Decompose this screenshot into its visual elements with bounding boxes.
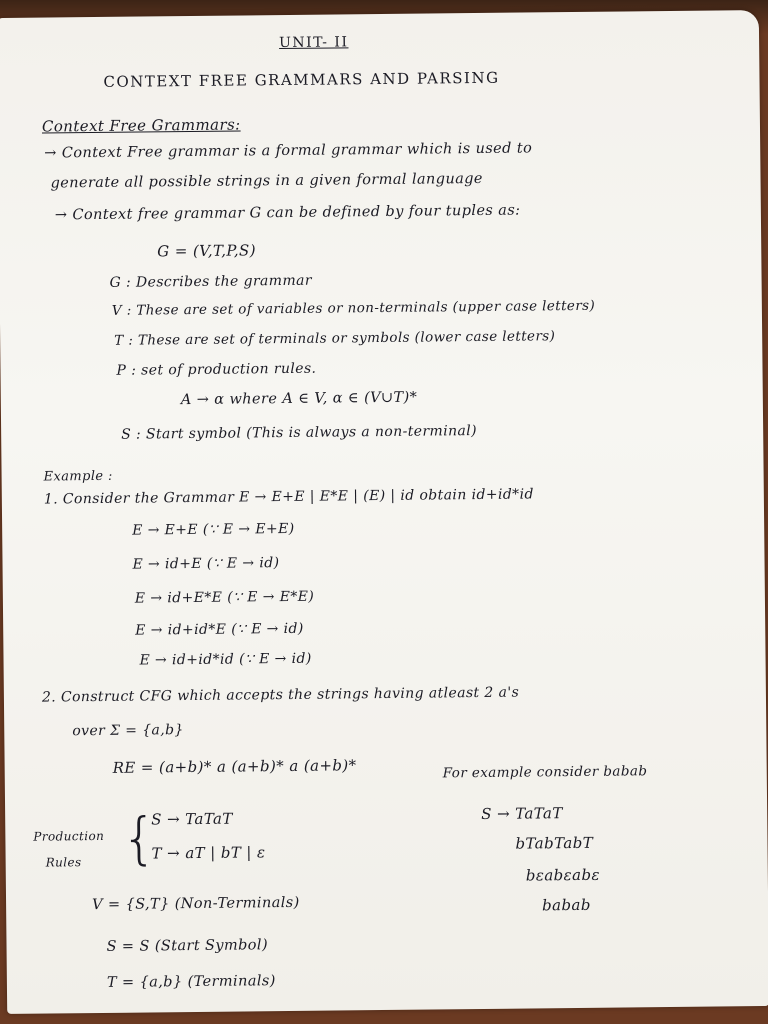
- derivation-step-2: E → id+E (∵ E → id): [132, 555, 280, 573]
- start-symbol-set: S = S (Start Symbol): [106, 937, 269, 955]
- derivation-step-5: E → id+id*id (∵ E → id): [139, 650, 312, 669]
- example-label: Example :: [43, 468, 113, 485]
- example-1-statement: 1. Consider the Grammar E → E+E | E*E | (E) | id obtain id+id*id: [43, 486, 534, 508]
- tuple-g: G : Describes the grammar: [109, 272, 313, 291]
- terminals-set: T = {a,b} (Terminals): [106, 973, 276, 991]
- example-note: For example consider babab: [442, 763, 648, 782]
- definition-line-1: → Context Free grammar is a formal grammar which is used to: [44, 140, 533, 162]
- production-rule-1: S → TaTaT: [151, 809, 233, 829]
- production-rules-label-2: Rules: [45, 855, 82, 870]
- variables-set: V = {S,T} (Non-Terminals): [92, 894, 300, 914]
- definition-line-2: generate all possible strings in a given formal language: [50, 170, 483, 192]
- unit-heading: UNIT- II: [278, 34, 349, 52]
- tuple-p: P : set of production rules.: [116, 360, 317, 379]
- production-rules-label: Production: [33, 828, 105, 844]
- section-heading: Context Free Grammars:: [41, 115, 241, 136]
- string-derivation-1: S → TaTaT: [481, 804, 563, 823]
- grammar-tuple: G = (V,T,P,S): [157, 241, 256, 261]
- definition-line-3: → Context free grammar G can be defined by four tuples as:: [54, 202, 521, 224]
- tuple-t: T : These are set of terminals or symbols (lower case letters): [114, 328, 556, 349]
- string-derivation-2: bTabTabT: [515, 833, 594, 853]
- tuple-v: V : These are set of variables or non-terminals (upper case letters): [111, 297, 596, 319]
- example-2-statement: 2. Construct CFG which accepts the strings having atleast 2 a's: [41, 684, 520, 706]
- string-derivation-3: bεabεabε: [525, 865, 600, 885]
- tuple-s: S : Start symbol (This is always a non-terminal): [121, 423, 478, 443]
- string-derivation-4: babab: [542, 895, 591, 915]
- production-rule-2: T → aT | bT | ε: [151, 843, 266, 863]
- derivation-step-4: E → id+id*E (∵ E → id): [135, 620, 304, 639]
- brace-symbol: {: [121, 806, 158, 872]
- production-form: A → α where A ∈ V, α ∈ (V∪T)*: [180, 389, 418, 409]
- derivation-step-3: E → id+E*E (∵ E → E*E): [134, 588, 315, 607]
- page-title: CONTEXT FREE GRAMMARS AND PARSING: [103, 68, 500, 91]
- derivation-step-1: E → E+E (∵ E → E+E): [132, 520, 295, 539]
- notebook-page: [0, 10, 768, 1014]
- regular-expression: RE = (a+b)* a (a+b)* a (a+b)*: [112, 756, 357, 777]
- example-2-alphabet: over Σ = {a,b}: [72, 722, 184, 740]
